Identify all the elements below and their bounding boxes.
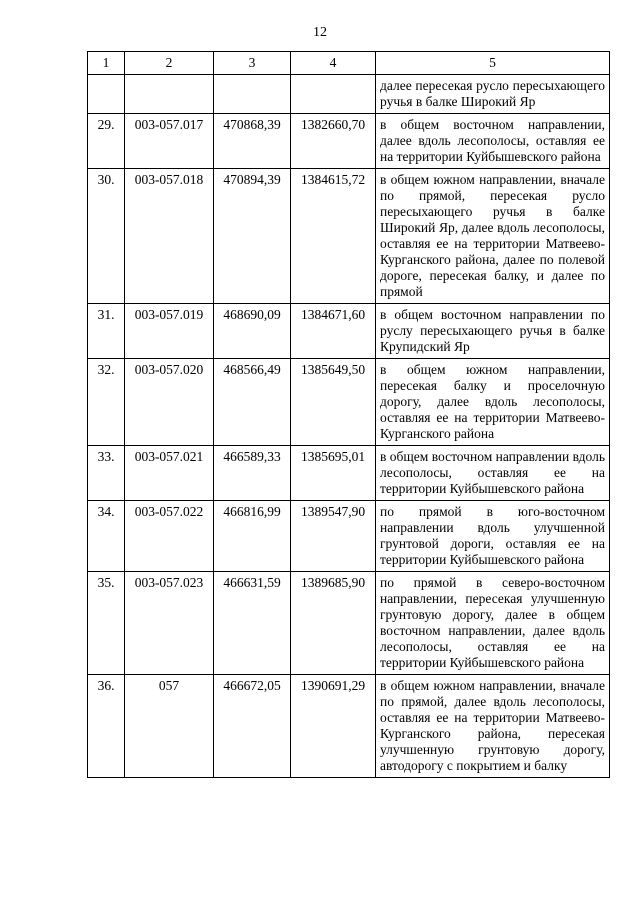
coord-y: 1389547,90 [291,501,376,572]
table-row [88,169,610,304]
table-row [88,501,610,572]
boundary-description: далее пересекая русло пересыхающего ручья в балке Широкий Яр [376,75,610,114]
coord-x: 468690,09 [214,304,291,359]
table-row [88,304,610,359]
coord-x: 466672,05 [214,675,291,778]
coord-y: 1384615,72 [291,169,376,304]
header-col-5: 5 [376,52,610,75]
coord-x [214,75,291,114]
row-number: 36. [88,675,125,778]
boundary-description: в общем восточном направлении вдоль лесополосы, оставляя ее на территории Куйбышевского района [376,446,610,501]
coord-y: 1382660,70 [291,114,376,169]
boundary-description: в общем восточном направлении по руслу пересыхающего ручья в балке Крупидский Яр [376,304,610,359]
coord-y: 1385649,50 [291,359,376,446]
coord-x: 470894,39 [214,169,291,304]
row-number: 33. [88,446,125,501]
table-header-row [88,52,610,75]
point-code: 003-057.017 [125,114,214,169]
row-number [88,75,125,114]
boundary-description: по прямой в северо-восточном направлении, пересекая улучшенную грунтовую дорогу, далее в общем восточном направлении, далее вдоль лесополосы, оставляя ее на территории Куйбышевского района [376,572,610,675]
page-number: 12 [313,25,327,40]
header-col-3: 3 [214,52,291,75]
coord-y [291,75,376,114]
coord-x: 466816,99 [214,501,291,572]
coord-y: 1384671,60 [291,304,376,359]
header-col-1: 1 [88,52,125,75]
row-number: 31. [88,304,125,359]
table-row [88,114,610,169]
boundary-description: в общем восточном направлении, далее вдоль лесополосы, оставляя ее на территории Куйбышевского района [376,114,610,169]
coord-y: 1390691,29 [291,675,376,778]
point-code: 003-057.023 [125,572,214,675]
point-code: 003-057.020 [125,359,214,446]
coord-x: 470868,39 [214,114,291,169]
row-number: 29. [88,114,125,169]
header-col-4: 4 [291,52,376,75]
point-code [125,75,214,114]
boundary-description: в общем южном направлении, вначале по прямой, пересекая русло пересыхающего ручья в балке Широкий Яр, далее вдоль лесополосы, оставляя ее на территории Матвеево-Курганского района, далее по полевой дороге, пересекая балку, и далее по прямой [376,169,610,304]
table-row [88,675,610,778]
header-col-2: 2 [125,52,214,75]
point-code: 057 [125,675,214,778]
coord-x: 468566,49 [214,359,291,446]
boundary-table [87,51,610,778]
coord-x: 466631,59 [214,572,291,675]
boundary-description: в общем южном направлении, вначале по прямой, далее вдоль лесополосы, оставляя ее на территории Матвеево-Курганского района, пересекая улучшенную грунтовую дорогу, автодорогу с покрытием и балку [376,675,610,778]
point-code: 003-057.021 [125,446,214,501]
boundary-description: в общем южном направлении, пересекая балку и проселочную дорогу, далее вдоль лесополосы, оставляя ее на территории Матвеево-Курганского района [376,359,610,446]
row-number: 34. [88,501,125,572]
coord-y: 1385695,01 [291,446,376,501]
point-code: 003-057.018 [125,169,214,304]
row-number: 30. [88,169,125,304]
point-code: 003-057.022 [125,501,214,572]
row-number: 32. [88,359,125,446]
coord-x: 466589,33 [214,446,291,501]
table-row [88,572,610,675]
table-row [88,75,610,114]
coord-y: 1389685,90 [291,572,376,675]
table-row [88,359,610,446]
point-code: 003-057.019 [125,304,214,359]
boundary-description: по прямой в юго-восточном направлении вдоль улучшенной грунтовой дороги, оставляя ее на территории Куйбышевского района [376,501,610,572]
row-number: 35. [88,572,125,675]
table-row [88,446,610,501]
